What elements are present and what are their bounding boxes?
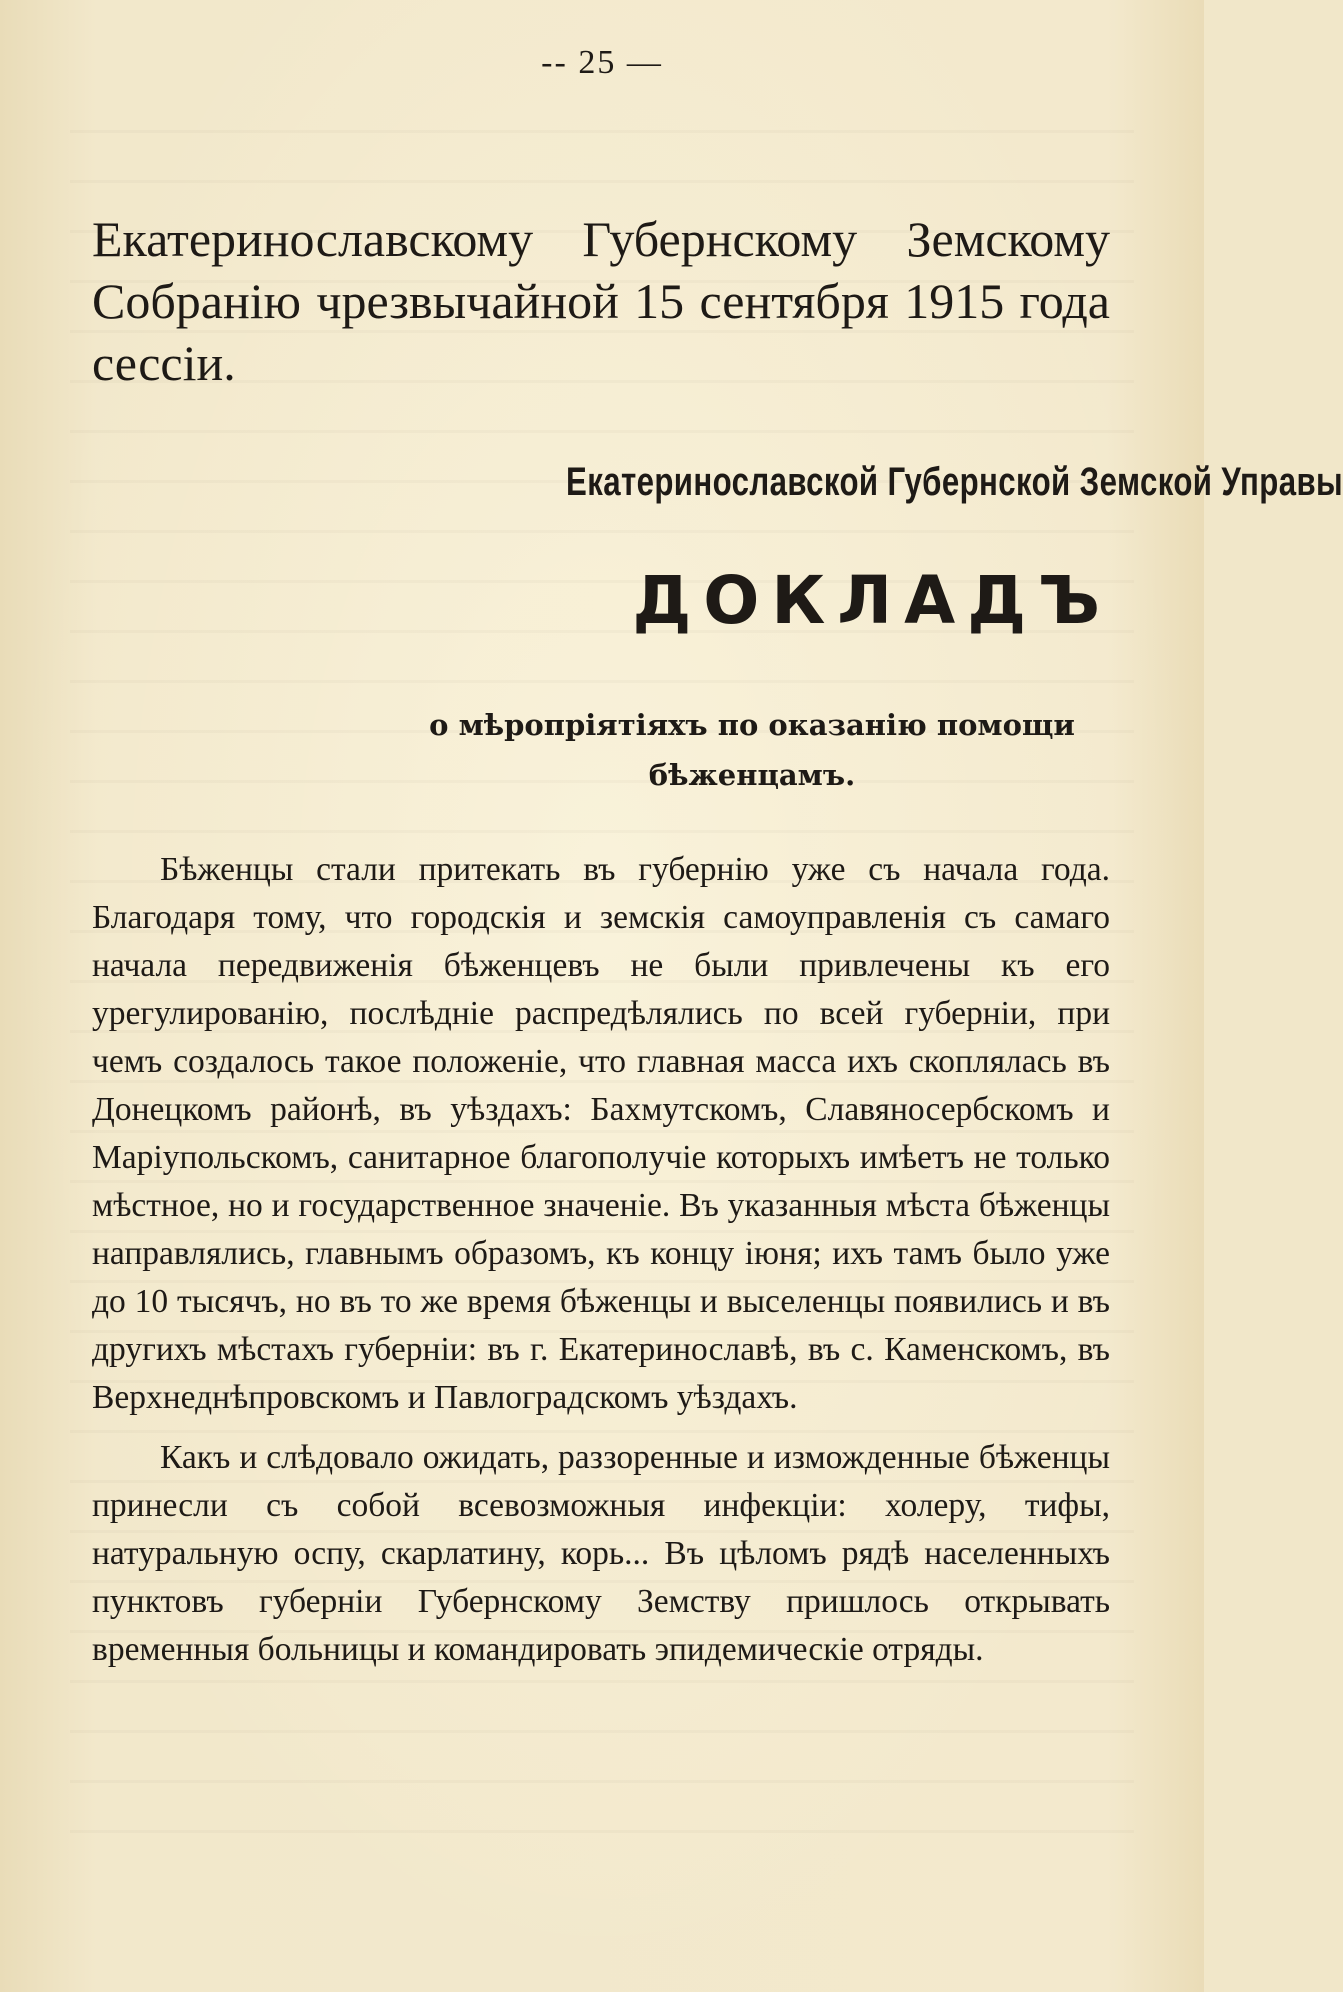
body-text (92, 846, 1110, 1686)
report-subheading: о мѣропріятіяхъ по оказанію помощи бѣженцамъ. (429, 708, 1075, 792)
paragraph: Какъ и слѣдовало ожидать, раззоренные и изможденные бѣженцы принесли съ собой всевозможныя инфекціи: холеру, тифы, натуральную оспу, скарлатину, корь... Въ цѣломъ рядѣ населенныхъ пунктовъ губерніи Губернскому Земству пришлось открывать временныя больницы и командировать эпидемическіе отряды. (92, 1439, 1110, 1668)
paragraph: Бѣженцы стали притекать въ губернію уже съ начала года. Благодаря тому, что городскія и земскія самоуправленія съ самаго начала передвиженія бѣженцевъ не были привлечены къ его урегулированію, послѣдніе распредѣлялись по всей губерніи, при чемъ создалось такое положеніе, что главная масса ихъ скоплялась въ Донецкомъ районѣ, въ уѣздахъ: Бахмутскомъ, Славяносербскомъ и Маріупольскомъ, санитарное благополучіе которыхъ имѣетъ не только мѣстное, но и государственное значеніе. Въ указанныя мѣста бѣженцы направлялись, главнымъ образомъ, къ концу іюня; ихъ тамъ было уже до 10 тысячъ, но въ то же время бѣженцы и выселенцы появились и въ другихъ мѣстахъ губерніи: въ г. Екатеринославѣ, въ с. Каменскомъ, въ Верхнеднѣпровскомъ и Павлоградскомъ уѣздахъ. (92, 851, 1110, 1416)
report-heading: ДОКЛАДЪ (632, 562, 1112, 639)
page-number: -- 25 — (541, 44, 663, 81)
issuing-body: Екатеринославской Губернской Земской Управы (566, 460, 1343, 504)
document-title: Екатеринославскому Губернскому Земскому Собранію чрезвычайной 15 сентября 1915 года сессіи. (92, 211, 1110, 391)
